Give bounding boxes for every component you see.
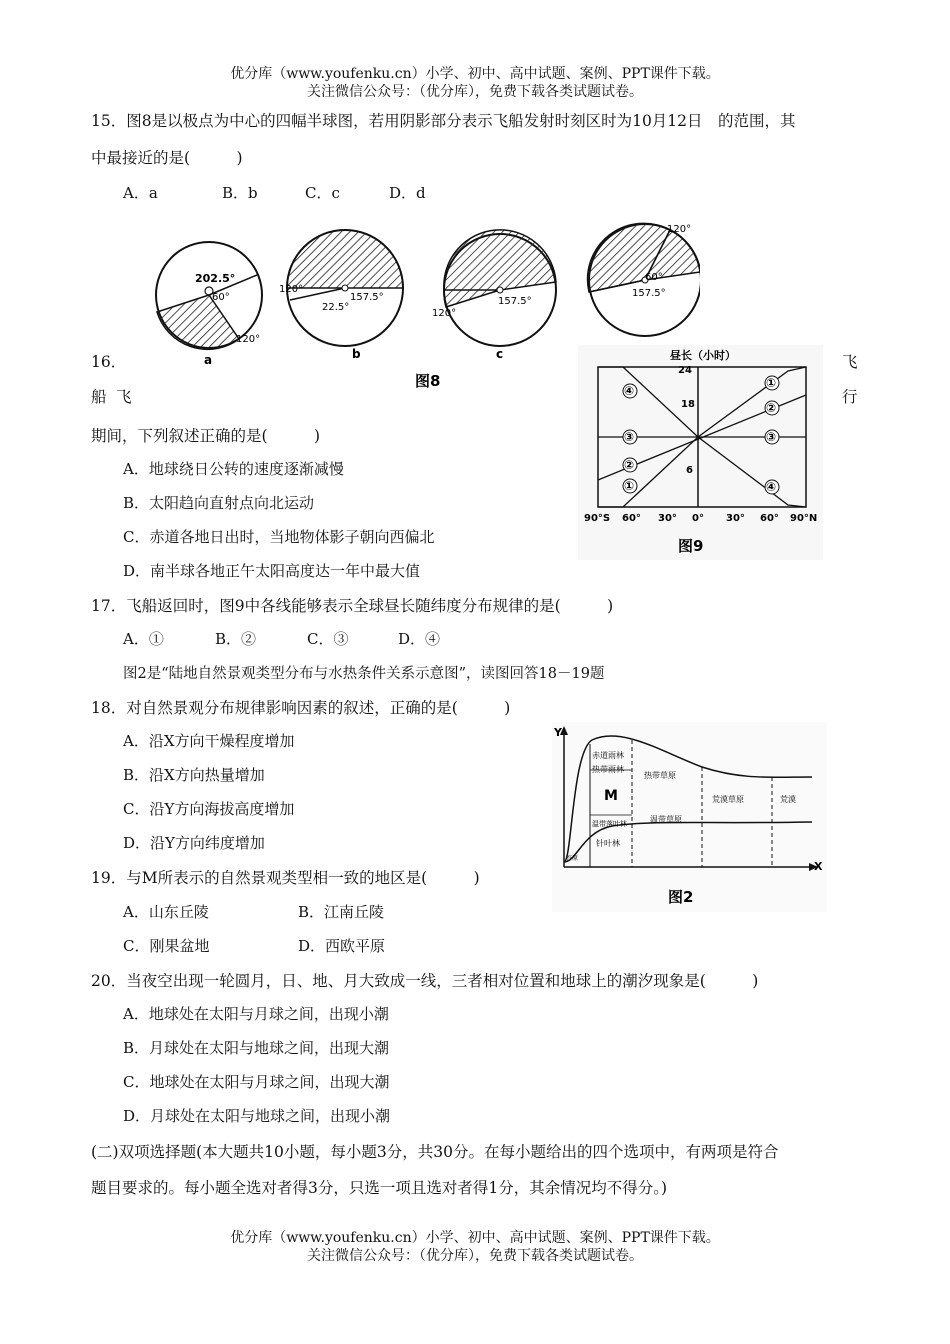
hemisphere-a-label-1: 202.5° xyxy=(195,272,236,285)
fig9-mark-1-right: ① xyxy=(766,376,777,390)
q16-option-a: A．地球绕日公转的速度逐渐减慢 xyxy=(123,460,344,478)
figure-9-ytick-24: 24 xyxy=(678,365,692,376)
figure-9-ytick-6: 6 xyxy=(686,465,693,476)
hemisphere-d-label-3: 157.5° xyxy=(632,288,666,299)
figure-9-ytick-18: 18 xyxy=(681,399,695,410)
zone-tropical-rainforest: 热带雨林 xyxy=(592,765,624,774)
fig9-xtick-30n: 30° xyxy=(726,513,745,524)
q18-option-d: D．沿Y方向纬度增加 xyxy=(123,834,265,852)
q15-line1: 15．图8是以极点为中心的四幅半球图，若用阴影部分表示飞船发射时刻区时为10月12日 的范围，其 xyxy=(91,112,796,130)
page-header-line2: 关注微信公众号：（优分库），免费下载各类试题试卷。 xyxy=(307,84,643,100)
figure-8-caption: 图8 xyxy=(415,372,441,390)
q17-text: 17．飞船返回时，图9中各线能够表示全球昼长随纬度分布规律的是( ) xyxy=(91,597,614,615)
hemisphere-c-letter: c xyxy=(496,347,504,361)
fig9-mark-2-right: ② xyxy=(766,401,777,415)
hemisphere-d-label-2: 60° xyxy=(645,272,663,283)
page-footer-line1: 优分库（www.youfenku.cn）小学、初中、高中试题、案例、PPT课件下载。 xyxy=(230,1230,720,1246)
q18-option-b: B．沿X方向热量增加 xyxy=(123,766,265,784)
hemisphere-a-label-3: 120° xyxy=(236,334,261,345)
q15-option-c: C．c xyxy=(305,184,340,202)
q20-option-b: B．月球处在太阳与地球之间，出现大潮 xyxy=(123,1039,390,1057)
q20-text: 20．当夜空出现一轮圆月，日、地、月大致成一线，三者相对位置和地球上的潮汐现象是( ) xyxy=(91,972,759,990)
q18-text: 18．对自然景观分布规律影响因素的叙述，正确的是( ) xyxy=(91,699,511,717)
q19-option-b: B．江南丘陵 xyxy=(298,903,385,921)
q15-line2: 中最接近的是( ) xyxy=(91,149,243,167)
hemisphere-b-label-1: 120° xyxy=(279,284,304,295)
zone-equatorial: 赤道雨林 xyxy=(592,751,624,760)
intro-text: 图2是“陆地自然景观类型分布与水热条件关系示意图”，读图回答18－19题 xyxy=(123,666,605,682)
zone-temperate-deciduous: 温带落叶林 xyxy=(592,820,627,828)
section2-line1: (二)双项选择题(本大题共10小题，每小题3分，共30分。在每小题给出的四个选项中，有两项是符合 xyxy=(91,1143,779,1161)
hemisphere-b-label-2: 157.5° xyxy=(350,292,384,303)
zone-m: M xyxy=(604,788,618,804)
q15-option-b: B．b xyxy=(222,184,258,202)
figure-2-y-axis: Y xyxy=(554,726,562,739)
q20-option-d: D．月球处在太阳与地球之间，出现小潮 xyxy=(123,1107,391,1125)
q16-number: 16． xyxy=(91,353,127,371)
figure-9-caption: 图9 xyxy=(678,537,704,555)
hemisphere-b-label-3: 22.5° xyxy=(322,302,350,313)
q19-option-a: A．山东丘陵 xyxy=(123,903,209,921)
fig9-mark-3-left: ③ xyxy=(624,430,635,444)
q16-xing: 行 xyxy=(842,388,858,406)
q16-option-d: D．南半球各地正午太阳高度达一年中最大值 xyxy=(123,562,421,580)
fig9-mark-4-left: ④ xyxy=(624,384,635,398)
q20-option-a: A．地球处在太阳与月球之间，出现小潮 xyxy=(123,1005,389,1023)
q16-fei: 飞 xyxy=(842,353,858,371)
hemisphere-c-label-2: 120° xyxy=(432,308,457,319)
figure-9 xyxy=(578,345,823,560)
zone-coniferous: 针叶林 xyxy=(596,839,620,848)
fig9-mark-1-left: ① xyxy=(624,479,635,493)
q16-line3: 期间，下列叙述正确的是( ) xyxy=(91,427,321,445)
figure-2-x-axis: X xyxy=(814,860,823,873)
section2-line2: 题目要求的。每小题全选对者得3分，只选一项且选对者得1分，其余情况均不得分。) xyxy=(91,1179,668,1197)
q17-option-b: B．② xyxy=(215,630,257,648)
hemisphere-d-label-1: 120° xyxy=(667,224,692,235)
fig9-xtick-90n: 90°N xyxy=(790,513,818,524)
hemisphere-c-label-1: 157.5° xyxy=(498,296,532,307)
q16-option-b: B．太阳趋向直射点向北运动 xyxy=(123,494,315,512)
fig9-xtick-90s: 90°S xyxy=(584,513,611,524)
fig9-xtick-0: 0° xyxy=(692,513,704,524)
q16-fei2: 飞 xyxy=(116,388,132,406)
hemisphere-d xyxy=(588,223,700,336)
fig9-mark-4-right: ④ xyxy=(766,480,777,494)
q18-option-a: A．沿X方向干燥程度增加 xyxy=(123,732,295,750)
q20-option-c: C．地球处在太阳与月球之间，出现大潮 xyxy=(123,1073,390,1091)
q16-option-c: C．赤道各地日出时，当地物体影子朝向西偏北 xyxy=(123,528,435,546)
figure-2-caption: 图2 xyxy=(668,888,694,906)
zone-desert: 荒漠 xyxy=(780,795,796,804)
q18-option-c: C．沿Y方向海拔高度增加 xyxy=(123,800,295,818)
zone-desert-steppe: 荒漠草原 xyxy=(712,795,744,804)
hemisphere-a-label-2: 60° xyxy=(212,292,230,303)
q19-text: 19．与M所表示的自然景观类型相一致的地区是( ) xyxy=(91,869,480,887)
fig9-mark-3-right: ③ xyxy=(766,430,777,444)
fig9-mark-2-left: ② xyxy=(624,458,635,472)
hemisphere-a-letter: a xyxy=(204,353,213,367)
q16-chuan: 船 xyxy=(91,388,107,406)
q15-option-d: D．d xyxy=(389,184,426,202)
zone-temperate-grassland: 温带草原 xyxy=(650,815,682,824)
q19-option-c: C．刚果盆地 xyxy=(123,937,210,955)
zone-tundra: 苔原 xyxy=(566,855,579,862)
page-footer-line2: 关注微信公众号：（优分库），免费下载各类试题试卷。 xyxy=(307,1248,643,1264)
fig9-xtick-60s: 60° xyxy=(622,513,641,524)
zone-savanna: 热带草原 xyxy=(644,771,676,780)
hemisphere-b-letter: b xyxy=(352,347,361,361)
q17-option-c: C．③ xyxy=(307,630,349,648)
fig9-xtick-60n: 60° xyxy=(760,513,779,524)
hemisphere-b xyxy=(279,230,403,346)
q15-option-a: A．a xyxy=(123,184,158,202)
q17-option-a: A．① xyxy=(123,630,164,648)
figure-9-ylabel: 昼长（小时） xyxy=(670,349,736,362)
page-header-line1: 优分库（www.youfenku.cn）小学、初中、高中试题、案例、PPT课件下载。 xyxy=(230,66,720,82)
fig9-xtick-30s: 30° xyxy=(658,513,677,524)
hemisphere-c xyxy=(432,230,556,346)
q19-option-d: D．西欧平原 xyxy=(298,937,386,955)
hemisphere-a xyxy=(156,242,262,349)
q17-option-d: D．④ xyxy=(398,630,441,648)
figure-2 xyxy=(552,722,827,912)
